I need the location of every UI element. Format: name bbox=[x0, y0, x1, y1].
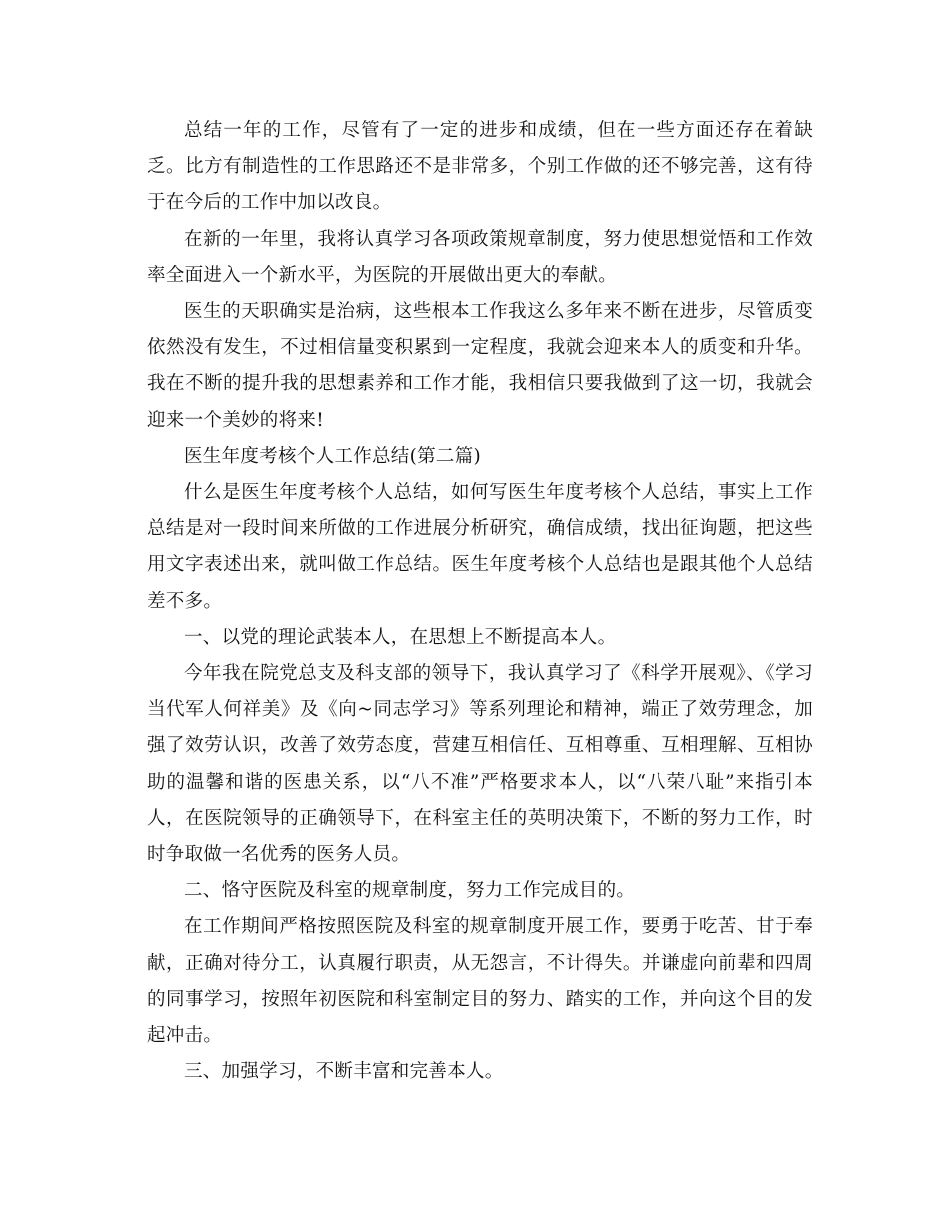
document-page bbox=[147, 113, 813, 1090]
paragraph-summary-shortcomings: 总结一年的工作，尽管有了一定的进步和成绩，但在一些方面还存在着缺乏。比方有制造性的工作思路还不是非常多，个别工作做的还不够完善，这有待于在今后的工作中加以改良。 bbox=[147, 120, 813, 214]
paragraph-new-year-plan: 在新的一年里，我将认真学习各项政策规章制度，努力使思想觉悟和工作效率全面进入一个新水平，为医院的开展做出更大的奉献。 bbox=[147, 228, 813, 286]
paragraph-doctor-duty: 医生的天职确实是治病，这些根本工作我这么多年来不断在进步，尽管质变依然没有发生，不过相信量变积累到一定程度，我就会迎来本人的质变和升华。我在不断的提升我的思想素养和工作才能，我相信只要我做到了这一切，我就会迎来一个美妙的将来! bbox=[147, 301, 813, 431]
heading-item-three: 三、加强学习，不断丰富和完善本人。 bbox=[184, 1061, 504, 1083]
paragraph-study-theory: 今年我在院党总支及科支部的领导下，我认真学习了《科学开展观》、《学习当代军人何祥美》及《向~同志学习》等系列理论和精神，端正了效劳理念，加强了效劳认识，改善了效劳态度，营建互相信任、互相尊重、互相理解、互相协助的温馨和谐的医患关系，以“八不准”严格要求本人，以“八荣八耻”来指引本人，在医院领导的正确领导下，在科室主任的英明决策下，不断的努力工作，时时争取做一名优秀的医务人员。 bbox=[147, 663, 813, 866]
heading-item-one: 一、以党的理论武装本人，在思想上不断提高本人。 bbox=[184, 626, 617, 648]
paragraph-follow-rules: 在工作期间严格按照医院及科室的规章制度开展工作，要勇于吃苦、甘于奉献，正确对待分工，认真履行职责，从无怨言，不计得失。并谦虚向前辈和四周的同事学习，按照年初医院和科室制定目的努力、踏实的工作，并向这个目的发起冲击。 bbox=[147, 916, 813, 1047]
paragraph-what-is-summary: 什么是医生年度考核个人总结，如何写医生年度考核个人总结，事实上工作总结是对一段时间来所做的工作进展分析研究，确信成绩，找出征询题，把这些用文字表述出来，就叫做工作总结。医生年度考核个人总结也是跟其他个人总结差不多。 bbox=[147, 482, 813, 612]
heading-item-two: 二、恪守医院及科室的规章制度，努力工作完成目的。 bbox=[184, 880, 636, 902]
section-title-second-article: 医生年度考核个人工作总结(第二篇) bbox=[184, 445, 482, 467]
